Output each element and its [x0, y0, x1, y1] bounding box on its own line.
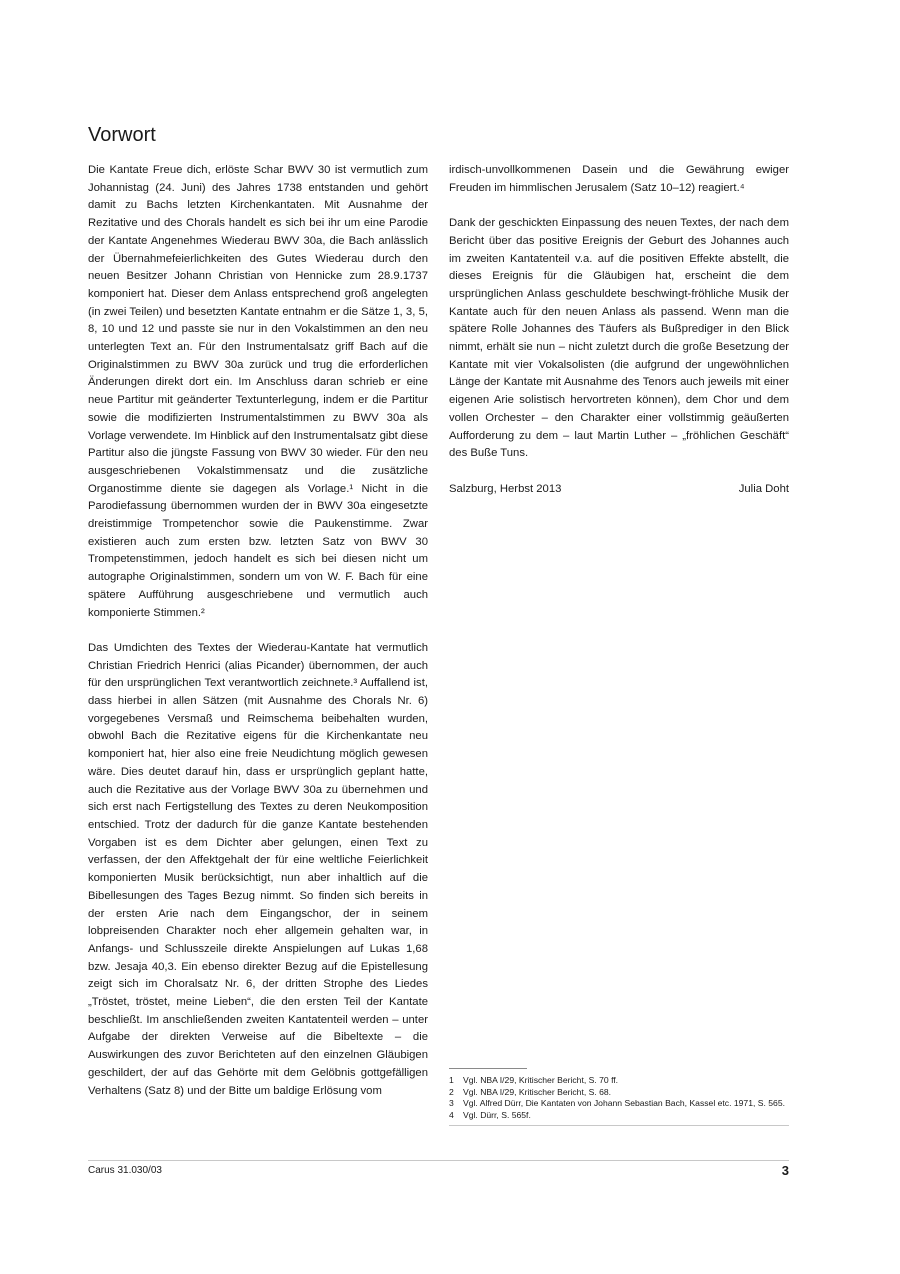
footnote — [449, 1087, 789, 1099]
footnote-number: 3 — [449, 1098, 454, 1108]
footnote — [449, 1075, 789, 1087]
footnote-text: Vgl. Alfred Dürr, Die Kantaten von Johann Sebastian Bach, Kassel etc. 1971, S. 565. — [463, 1098, 785, 1108]
page-number: 3 — [781, 1163, 789, 1178]
footnote-separator — [449, 1068, 527, 1069]
page-title: Vorwort — [88, 124, 156, 146]
footnote-number: 1 — [449, 1075, 454, 1085]
paragraph: irdisch-unvollkommenen Dasein und die Gewährung ewiger Freuden im himmlischen Jerusalem (Satz 10–12) reagiert.⁴ — [449, 164, 789, 194]
footnote-text: Vgl. Dürr, S. 565f. — [463, 1109, 531, 1120]
footer-divider — [88, 1160, 789, 1161]
footnote-number: 2 — [449, 1086, 454, 1097]
paragraph: Dank der geschickten Einpassung des neuen Textes, der nach dem Bericht über das positive Ereignis der Geburt des Johannes auch im zweiten Kantatenteil v.a. auf die positiven Effekte abstellt, die dieses Ereignis für die Gläubigen hat, erscheint die dem ursprünglichen Anlass geschuldete beschwingt-fröhliche Musik der Kantate auch für den neuen Anlass als passend. Wenn man die spätere Rolle Johannes des Täufers als Bußprediger in den Blick nimmt, erhält sie nun – nicht zuletzt durch die große Besetzung der Kantate mit vier Vokalsolisten (die aufgrund der ungewöhnlichen Länge der Kantate mit Ausnahme des Tenors auch jeweils mit einer eigenen Arie solistisch hervortreten können), dem Chor und dem vollen Orchester – den Charakter einer vollstimmig geäußerten Aufforderung zu dem – laut Martin Luther – „fröhlichen Geschäft“ des Buße Tuns. — [449, 217, 789, 460]
place-date: Salzburg, Herbst 2013 — [449, 482, 562, 495]
footnote-text: Vgl. NBA I/29, Kritischer Bericht, S. 68. — [463, 1086, 612, 1097]
footnote — [449, 1098, 789, 1110]
footnote — [449, 1110, 789, 1122]
catalog-number: Carus 31.030/03 — [88, 1165, 162, 1176]
footnote-number: 4 — [449, 1109, 454, 1120]
left-column — [88, 162, 428, 1118]
footnote-text: Vgl. NBA I/29, Kritischer Bericht, S. 70 ff. — [463, 1075, 619, 1085]
author-name: Julia Doht — [738, 482, 789, 495]
signature — [449, 481, 789, 499]
footnotes — [449, 1068, 789, 1126]
paragraph: Die Kantate Freue dich, erlöste Schar BWV 30 ist vermutlich zum Johannistag (24. Juni) des Jahres 1738 entstanden und gehört damit zu Bachs letzten Kirchenkantaten. Mit Ausnahme der Rezitative und des Chorals handelt es sich bei ihr um eine Parodie der Kantate Angenehmes Wiederau BWV 30a, die Bach anlässlich der Übernahmefeierlichkeiten des Gutes Wiederau durch den neuen Besitzer Johann Christian von Hennicke zum 28.9.1737 komponiert hat. Dieser dem Anlass entsprechend groß angelegten (in zwei Teilen) und besetzten Kantate entnahm er die Sätze 1, 3, 5, 8, 10 und 12 und passte sie nur in den Vokalstimmen an den neu unterlegten Text an. Für den Instrumentalsatz griff Bach auf die Originalstimmen zu BWV 30a zurück und trug die erforderlichen Änderungen direkt dort ein. Im Anschluss daran schrieb er eine neue Partitur mit geänderter Textunterlegung, indem er die Partitur sowie die modifizierten Instrumentalstimmen zu BWV 30a als Vorlage verwendete. Im Hinblick auf den Instrumentalsatz gibt diese Partitur also die jüngste Fassung von BWV 30 wieder. Für den neu ausgeschriebenen Vokalstimmensatz und die zusätzliche Organostimme diente sie dagegen als Vorlage.¹ Nicht in die Parodiefassung übernommen wurden der in BWV 30a eingesetzte dreistimmige Trompetenchor sowie die Paukenstimme. Zwar existieren auch zum ersten bzw. letzten Satz von BWV 30 Trompetenstimmen, jedoch handelt es sich bei diesen nicht um autographe Originalstimmen, sondern um von W. F. Bach für eine spätere Aufführung ausgeschriebene und vermutlich auch komponierte Stimmen.² — [88, 164, 428, 619]
paragraph: Das Umdichten des Textes der Wiederau-Kantate hat vermutlich Christian Friedrich Henrici (alias Picander) übernommen, der auch für den ursprünglichen Text verantwortlich zeichnete.³ Auffallend ist, dass hierbei in allen Sätzen (mit Ausnahme des Chorals Nr. 6) vorgegebenes Versmaß und Reimschema beibehalten wurden, obwohl Bach die Rezitative eigens für die Kirchenkantate neu komponiert hat, hier also eine freie Neudichtung möglich gewesen wäre. Dies deutet darauf hin, dass er ursprünglich geplant hatte, auch die Rezitative aus der Vorlage BWV 30a zu übernehmen und sich erst nach Fertigstellung des Textes zu deren Neukomposition entschied. Trotz der dadurch für die ganze Kantate bestehenden Vorgaben ist es dem Dichter aber gelungen, einen Text zu verfassen, der den Affektgehalt der für eine weltliche Feierlichkeit komponierten Musik berücksichtigt, nun aber inhaltlich auf die Bibellesungen des Tages Bezug nimmt. So finden sich bereits in der ersten Arie nach dem Eingangschor, der in seinem lobpreisenden Charakter noch eher allgemein gehalten war, in Anfangs- und Schlusszeile direkte Anspielungen auf Lukas 1,68 bzw. Jesaja 40,3. Ein ebenso direkter Bezug auf die Epistellesung zeigt sich im Choralsatz Nr. 6, der dritten Strophe des Liedes „Tröstet, tröstet, meine Lieben“, die den ersten Teil der Kantate beschließt. Im anschließenden zweiten Kantatenteil werden – unter Aufgabe der direkten Verweise auf die Bibeltexte – die Auswirkungen des zuvor Berichteten auf den einzelnen Gläubigen geschildert, der auf das Gehörte mit dem Gelöbnis gottgefälligen Verhaltens (Satz 8) und der Bitte um baldige Erlösung vom — [88, 641, 428, 1097]
right-column — [449, 162, 789, 498]
